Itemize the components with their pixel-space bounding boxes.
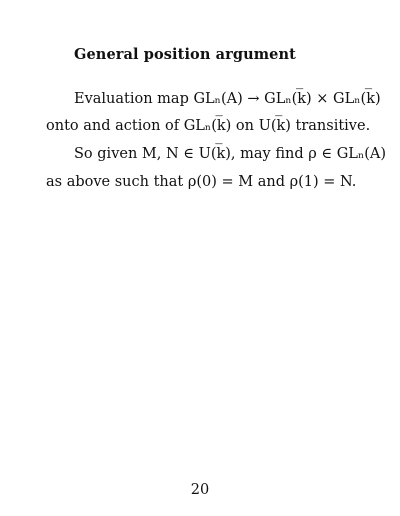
text-line-4: as above such that ρ(0) = M and ρ(1) = N. [46, 174, 357, 190]
text-line-3: So given M, N ∈ U(k̅), may find ρ ∈ GLₙ(A) [74, 146, 386, 162]
page-number: 20 [190, 482, 210, 498]
section-heading: General position argument [74, 46, 296, 63]
text-line-2: onto and action of GLₙ(k̅) on U(k̅) transitive. [46, 118, 371, 134]
text-line-1: Evaluation map GLₙ(A) → GLₙ(k̅) × GLₙ(k̅) [74, 91, 381, 107]
